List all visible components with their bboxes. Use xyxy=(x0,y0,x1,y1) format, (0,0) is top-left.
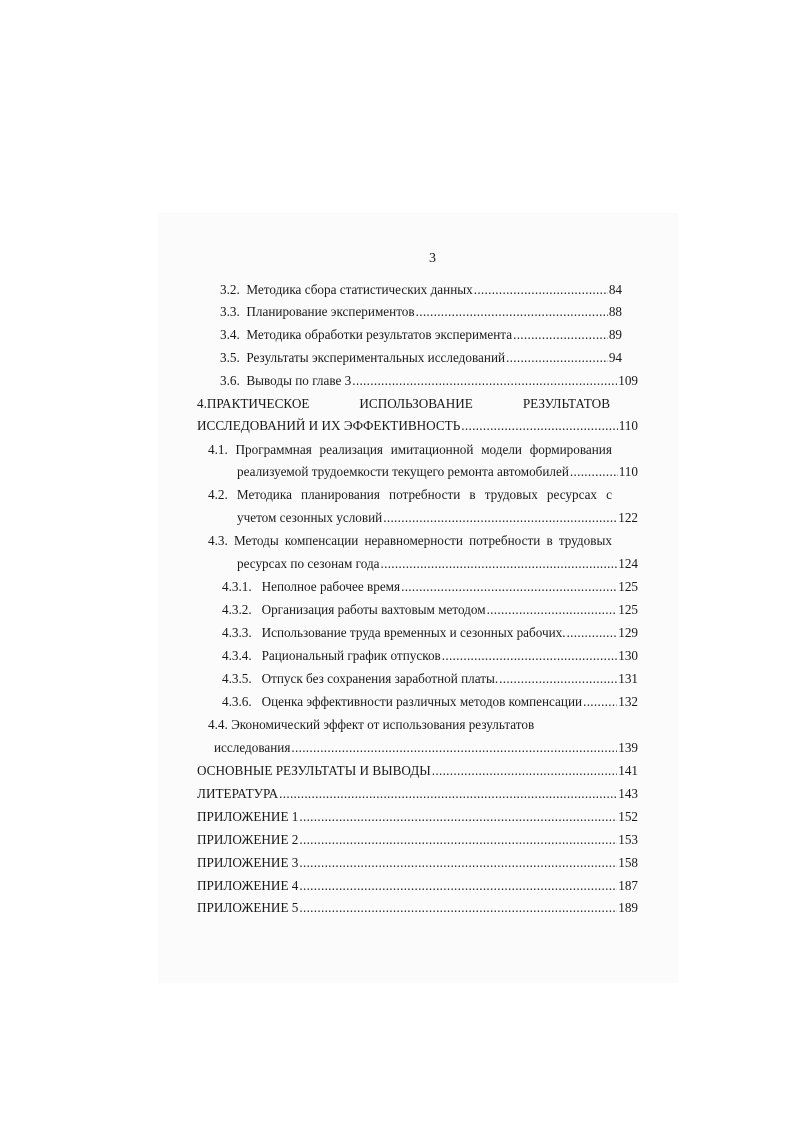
toc-word: трудовых xyxy=(484,487,538,502)
toc-entry-page: 131 xyxy=(618,671,638,686)
toc-word: трудовых xyxy=(558,533,612,548)
toc-entry-page: 124 xyxy=(618,556,638,571)
toc-entry-title: исследования xyxy=(214,740,291,755)
toc-entry-number: 4.3.6. xyxy=(222,694,252,709)
toc-entry-page: 125 xyxy=(618,602,638,617)
toc-entry-title: учетом сезонных условий xyxy=(237,510,383,525)
toc-entry-results[interactable] xyxy=(197,761,638,781)
toc-entry-title: ОСНОВНЫЕ РЕЗУЛЬТАТЫ И ВЫВОДЫ xyxy=(197,763,431,778)
toc-entry-4-3-1[interactable] xyxy=(222,577,638,597)
toc-entry-number: 4.3.5. xyxy=(222,671,252,686)
toc-entry-number: 4.3.4. xyxy=(222,648,252,663)
toc-entry-title: Неполное рабочее время xyxy=(261,579,401,594)
toc-entry-appendix-3[interactable] xyxy=(197,853,638,873)
toc-entry-page: 130 xyxy=(618,648,638,663)
toc-entry-title: Методика сбора статистических данных xyxy=(246,282,473,297)
toc-word: реализация xyxy=(319,442,383,457)
dot-leader xyxy=(291,738,617,758)
toc-entry-title: Планирование экспериментов xyxy=(246,304,415,319)
toc-entry-appendix-5[interactable] xyxy=(197,898,638,918)
toc-entry-title: Организация работы вахтовым методом xyxy=(261,602,486,617)
dot-leader xyxy=(583,692,617,712)
toc-entry-4-4-line-1[interactable] xyxy=(208,715,534,735)
toc-entry-number: 4.3.2. xyxy=(222,602,252,617)
toc-entry-title: ИССЛЕДОВАНИЙ И ИХ ЭФФЕКТИВНОСТЬ xyxy=(197,418,461,433)
toc-entry-title: ЛИТЕРАТУРА xyxy=(197,786,279,801)
toc-entry-page: 187 xyxy=(618,878,638,893)
toc-entry-page: 139 xyxy=(618,740,638,755)
toc-entry-4-3-line-2[interactable] xyxy=(237,554,638,574)
toc-entry-page: 189 xyxy=(618,900,638,915)
toc-entry-4-3-4[interactable] xyxy=(222,646,638,666)
toc-entry-4-4-line-2[interactable] xyxy=(214,738,638,758)
dot-leader xyxy=(383,508,617,528)
dot-leader xyxy=(487,600,618,620)
dot-leader xyxy=(506,348,608,368)
toc-entry-title: ПРИЛОЖЕНИЕ 3 xyxy=(197,855,299,870)
toc-entry-title: Выводы по главе 3 xyxy=(246,373,352,388)
toc-entry-page: 84 xyxy=(608,282,622,297)
dot-leader xyxy=(299,853,617,873)
dot-leader xyxy=(279,784,617,804)
toc-entry-title: Использование труда временных и сезонных рабочих. xyxy=(261,625,566,640)
dot-leader xyxy=(299,898,617,918)
dot-leader xyxy=(352,371,617,391)
toc-entry-page: 88 xyxy=(608,304,622,319)
toc-entry-page: 110 xyxy=(618,418,638,433)
dot-leader xyxy=(567,623,618,643)
toc-entry-3-5[interactable] xyxy=(220,348,622,368)
toc-entry-page: 141 xyxy=(618,763,638,778)
dot-leader xyxy=(416,302,608,322)
toc-entry-page: 153 xyxy=(618,832,638,847)
toc-entry-page: 109 xyxy=(618,373,638,388)
toc-word: ресурсах xyxy=(546,487,598,502)
toc-entry-appendix-2[interactable] xyxy=(197,830,638,850)
toc-entry-title: ПРИЛОЖЕНИЕ 1 xyxy=(197,809,299,824)
toc-entry-page: 158 xyxy=(618,855,638,870)
toc-word: неравномерности xyxy=(364,533,463,548)
toc-entry-title: ПРИЛОЖЕНИЕ 4 xyxy=(197,878,299,893)
toc-entry-number: 4.1. xyxy=(208,442,228,457)
toc-entry-page: 125 xyxy=(618,579,638,594)
toc-entry-page: 143 xyxy=(618,786,638,801)
toc-entry-4-3-3[interactable] xyxy=(222,623,638,643)
toc-word: потребности xyxy=(469,533,541,548)
toc-word: РЕЗУЛЬТАТОВ xyxy=(522,396,610,411)
toc-word: модели xyxy=(481,442,522,457)
toc-word: потребности xyxy=(389,487,461,502)
toc-entry-appendix-4[interactable] xyxy=(197,876,638,896)
toc-entry-number: 4.3. xyxy=(208,533,228,548)
toc-entry-title: ПРИЛОЖЕНИЕ 2 xyxy=(197,832,299,847)
dot-leader xyxy=(381,554,618,574)
dot-leader xyxy=(299,830,617,850)
page-number: 3 xyxy=(429,251,436,266)
toc-entry-page: 110 xyxy=(618,464,638,479)
toc-entry-title: Рациональный график отпусков xyxy=(261,648,441,663)
toc-entry-title: ПРИЛОЖЕНИЕ 5 xyxy=(197,900,299,915)
toc-entry-number: 3.2. xyxy=(220,282,240,297)
toc-entry-page: 129 xyxy=(618,625,638,640)
toc-word: Программная xyxy=(235,442,312,457)
dot-leader xyxy=(499,669,617,689)
dot-leader xyxy=(299,876,617,896)
toc-entry-number: 3.6. xyxy=(220,373,240,388)
dot-leader xyxy=(442,646,617,666)
toc-entry-appendix-1[interactable] xyxy=(197,807,638,827)
toc-word: ИСПОЛЬЗОВАНИЕ xyxy=(359,396,473,411)
toc-entry-title: 4.4. Экономический эффект от использования результатов xyxy=(208,717,535,732)
toc-word: Методы xyxy=(233,533,279,548)
toc-entry-3-3[interactable] xyxy=(220,302,622,322)
toc-entry-4-2-line-1[interactable] xyxy=(208,485,612,505)
dot-leader xyxy=(513,325,608,345)
toc-entry-number: 4.3.1. xyxy=(222,579,252,594)
toc-entry-4-3-line-1[interactable] xyxy=(208,531,612,551)
toc-entry-3-2[interactable] xyxy=(220,280,622,300)
toc-entry-title: ресурсах по сезонам года xyxy=(237,556,380,571)
toc-entry-number: 3.5. xyxy=(220,350,240,365)
toc-word: планирования xyxy=(301,487,380,502)
toc-entry-number: 3.3. xyxy=(220,304,240,319)
toc-word: Методика xyxy=(236,487,292,502)
toc-entry-number: 4.2. xyxy=(208,487,228,502)
toc-entry-page: 132 xyxy=(618,694,638,709)
toc-word: 4.ПРАКТИЧЕСКОЕ xyxy=(197,396,310,411)
toc-chapter-4-line-2[interactable] xyxy=(197,416,638,436)
dot-leader xyxy=(474,280,608,300)
toc-word: компенсации xyxy=(284,533,359,548)
toc-chapter-4-line-1[interactable] xyxy=(197,394,610,414)
toc-entry-page: 152 xyxy=(618,809,638,824)
toc-entry-number: 3.4. xyxy=(220,327,240,342)
dot-leader xyxy=(461,416,617,436)
toc-entry-4-3-5[interactable] xyxy=(222,669,638,689)
dot-leader xyxy=(432,761,617,781)
toc-entry-title: Методика обработки результатов эксперимента xyxy=(246,327,513,342)
toc-word: в xyxy=(546,533,553,548)
toc-entry-3-4[interactable] xyxy=(220,325,622,345)
toc-entry-title: Результаты экспериментальных исследований xyxy=(246,350,506,365)
toc-entry-page: 122 xyxy=(618,510,638,525)
toc-entry-4-3-2[interactable] xyxy=(222,600,638,620)
toc-entry-4-1-line-1[interactable] xyxy=(208,440,612,460)
toc-entry-4-2-line-2[interactable] xyxy=(237,508,638,528)
toc-word: с xyxy=(606,487,612,502)
toc-entry-4-3-6[interactable] xyxy=(222,692,638,712)
toc-entry-page: 89 xyxy=(608,327,622,342)
toc-entry-4-1-line-2[interactable] xyxy=(237,462,638,482)
dot-leader xyxy=(401,577,617,597)
toc-entry-title: Отпуск без сохранения заработной платы. xyxy=(261,671,499,686)
toc-word: в xyxy=(469,487,476,502)
toc-entry-title: Оценка эффективности различных методов компенсации xyxy=(261,694,583,709)
toc-word: формирования xyxy=(529,442,612,457)
toc-entry-number: 4.3.3. xyxy=(222,625,252,640)
toc-word: имитационной xyxy=(390,442,474,457)
toc-entry-title: реализуемой трудоемкости текущего ремонта автомобилей xyxy=(237,464,569,479)
toc-entry-3-6[interactable] xyxy=(220,371,638,391)
dot-leader xyxy=(570,462,618,482)
toc-entry-page: 94 xyxy=(608,350,622,365)
dot-leader xyxy=(299,807,617,827)
toc-entry-literature[interactable] xyxy=(197,784,638,804)
